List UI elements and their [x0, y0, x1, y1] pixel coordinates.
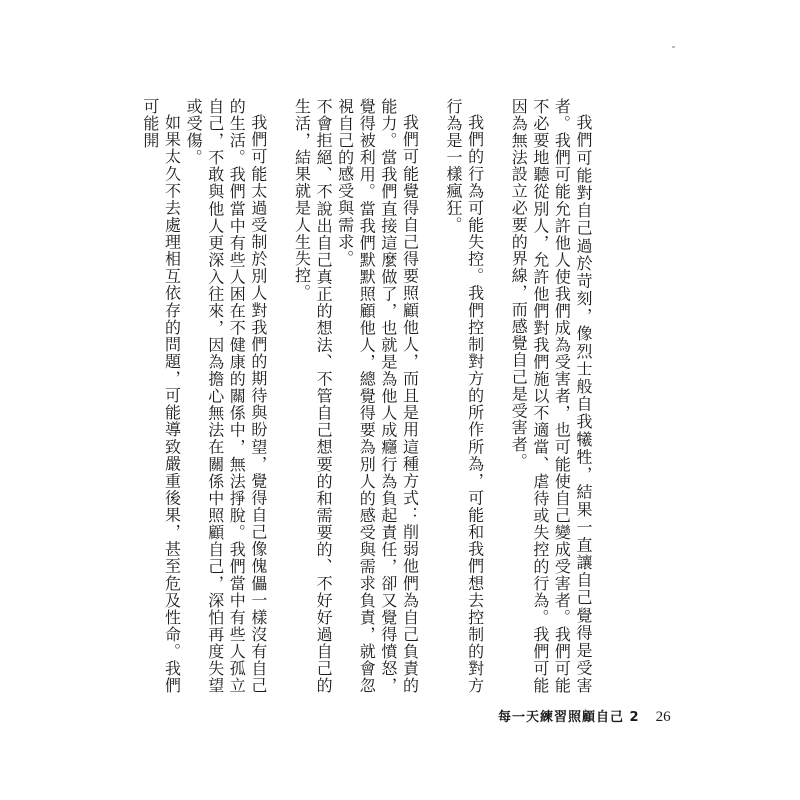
paragraph-gap [420, 98, 442, 694]
page-number: 26 [655, 709, 671, 725]
body-text [139, 98, 594, 694]
paragraph-gap [269, 98, 291, 694]
paragraph-gap [486, 98, 508, 694]
page-footer [498, 706, 671, 726]
paragraph: 不會拒絕、不說出自己真正的想法、不管自己想要的和需要的、不好好過自己的生活，結果就是人生失控。 [292, 98, 334, 694]
paragraph: 我們可能覺得自己得要照顧他人，而且是用這種方式：削弱他們為自己負責的能力。當我們直接這麼做了，也就是為他人成癮行為負起責任，卻又覺得憤怒，覺得被利用。當我們默默照顧他人，總覺得要為別人的感受與需求負責，就會忽視自己的感受與需求。 [335, 98, 420, 694]
paragraph: 我們的行為可能失控。我們控制對方的所作所為，可能和我們想去控制的對方行為是一樣瘋狂。 [444, 98, 485, 694]
book-title: 每一天練習照顧自己 2 [498, 710, 640, 725]
paragraph: 我們可能對自己過於苛刻，像烈士般自我犧牲，結果一直讓自己覺得是受害者。我們可能允許他人使我們成為受害者，也可能使自己變成受害者。我們可能不必要地聽從別人，允許他們對我們施以不適當、虐待或失控的行為。我們可能因為無法設立必要的界線，而感覺自己是受害者。 [509, 98, 593, 694]
paragraph: 我們可能太過受制於別人對我們的期待與盼望，覺得自己像傀儡一樣沒有自己的生活。我們當中有些人困在不健康的關係中，無法掙脫。我們當中有些人孤立自己，不敢與他人更深入往來，因為擔心無法在關係中照顧自己，深怕再度失望或受傷。 [184, 98, 268, 694]
page-corner-mark [672, 46, 675, 48]
paragraph: 如果太久不去處理相互依存的問題，可能導致嚴重後果，甚至危及性命。我們可能開 [140, 98, 182, 694]
